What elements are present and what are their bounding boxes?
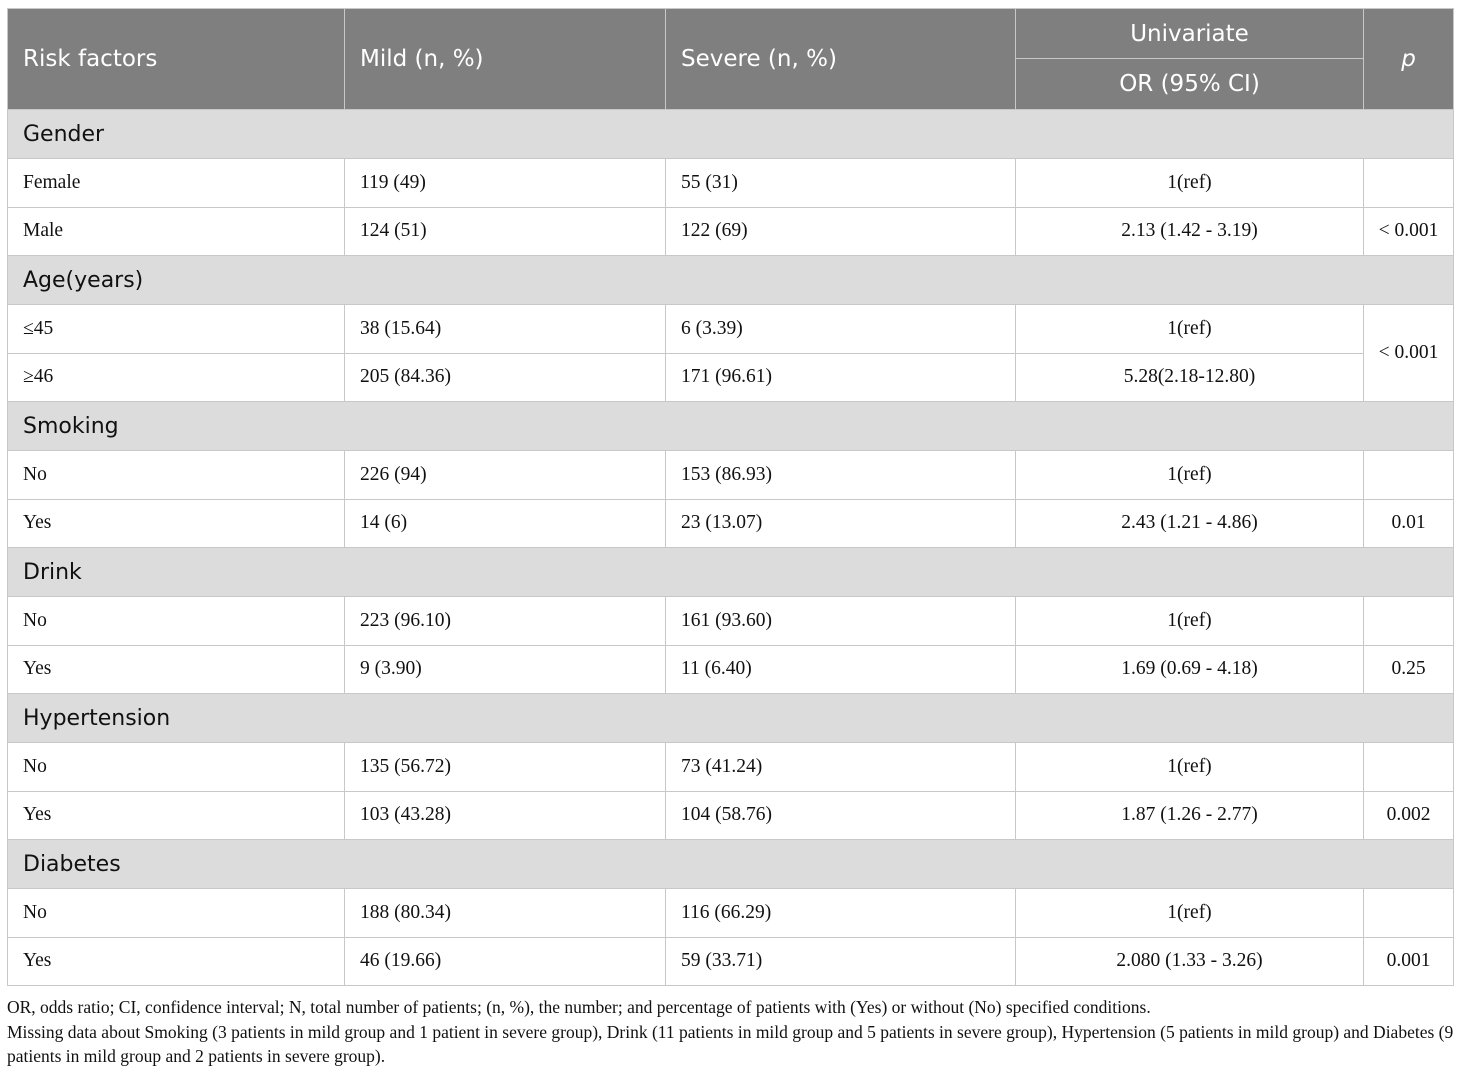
row-mild: 119 (49): [345, 159, 666, 208]
row-mild: 46 (19.66): [345, 937, 666, 986]
row-severe: 23 (13.07): [666, 499, 1016, 548]
row-severe: 171 (96.61): [666, 353, 1016, 402]
row-mild: 9 (3.90): [345, 645, 666, 694]
row-name: No: [8, 451, 345, 500]
group-label-age: Age(years): [8, 256, 1454, 305]
row-mild: 103 (43.28): [345, 791, 666, 840]
row-mild: 14 (6): [345, 499, 666, 548]
group-label-gender: Gender: [8, 110, 1454, 159]
table-row: [8, 305, 1454, 354]
group-label-drink: Drink: [8, 548, 1454, 597]
row-mild: 205 (84.36): [345, 353, 666, 402]
row-or: 5.28(2.18-12.80): [1016, 353, 1364, 402]
row-name: Female: [8, 159, 345, 208]
row-or: 2.43 (1.21 - 4.86): [1016, 499, 1364, 548]
group-label-diabetes: Diabetes: [8, 840, 1454, 889]
row-severe: 6 (3.39): [666, 305, 1016, 354]
header-mild: Mild (n, %): [345, 9, 666, 110]
row-severe: 116 (66.29): [666, 889, 1016, 938]
row-p: 0.002: [1364, 791, 1454, 840]
row-or: 1(ref): [1016, 743, 1364, 792]
row-name: Male: [8, 207, 345, 256]
row-or: 1(ref): [1016, 889, 1364, 938]
row-or: 2.080 (1.33 - 3.26): [1016, 937, 1364, 986]
table-row: [8, 207, 1454, 256]
row-p: 0.001: [1364, 937, 1454, 986]
row-name: No: [8, 889, 345, 938]
row-severe: 122 (69): [666, 207, 1016, 256]
row-mild: 223 (96.10): [345, 597, 666, 646]
row-severe: 73 (41.24): [666, 743, 1016, 792]
row-name: ≤45: [8, 305, 345, 354]
row-p-empty: [1364, 743, 1454, 792]
footnote-abbreviations: OR, odds ratio; CI, confidence interval; N, total number of patients; (n, %), the number; and percentage of patients with (Yes) or without (No) specified conditions.: [7, 997, 1151, 1017]
table-row: [8, 645, 1454, 694]
row-or: 1(ref): [1016, 597, 1364, 646]
row-mild: 38 (15.64): [345, 305, 666, 354]
row-or: 1(ref): [1016, 305, 1364, 354]
header-risk-factors: Risk factors: [8, 9, 345, 110]
row-or: 1.69 (0.69 - 4.18): [1016, 645, 1364, 694]
row-p: < 0.001: [1364, 305, 1454, 402]
row-p-empty: [1364, 889, 1454, 938]
table-row: [8, 597, 1454, 646]
row-or: 2.13 (1.42 - 3.19): [1016, 207, 1364, 256]
table-row: [8, 937, 1454, 986]
row-severe: 11 (6.40): [666, 645, 1016, 694]
group-label-hypertension: Hypertension: [8, 694, 1454, 743]
row-p: < 0.001: [1364, 207, 1454, 256]
table-row: [8, 159, 1454, 208]
row-severe: 55 (31): [666, 159, 1016, 208]
row-name: Yes: [8, 937, 345, 986]
row-name: Yes: [8, 791, 345, 840]
row-severe: 161 (93.60): [666, 597, 1016, 646]
header-univariate: Univariate: [1016, 9, 1364, 59]
row-name: ≥46: [8, 353, 345, 402]
row-severe: 153 (86.93): [666, 451, 1016, 500]
header-p: p: [1364, 9, 1454, 110]
header-or-ci: OR (95% CI): [1016, 59, 1364, 110]
row-p-empty: [1364, 451, 1454, 500]
row-p: 0.01: [1364, 499, 1454, 548]
group-label-smoking: Smoking: [8, 402, 1454, 451]
row-name: Yes: [8, 499, 345, 548]
table-footnotes: [7, 995, 1457, 1069]
row-or: 1(ref): [1016, 159, 1364, 208]
footnote-missing-data: Missing data about Smoking (3 patients in mild group and 1 patient in severe group), Drink (11 patients in mild group and 5 patients in severe group), Hypertension (5 patients in mild group) and Diabetes (9 patients in mild group and 2 patients in severe group).: [7, 1021, 1454, 1066]
row-p-empty: [1364, 597, 1454, 646]
row-or: 1.87 (1.26 - 2.77): [1016, 791, 1364, 840]
header-severe: Severe (n, %): [666, 9, 1016, 110]
row-mild: 124 (51): [345, 207, 666, 256]
row-mild: 135 (56.72): [345, 743, 666, 792]
row-name: No: [8, 743, 345, 792]
row-p: 0.25: [1364, 645, 1454, 694]
row-mild: 188 (80.34): [345, 889, 666, 938]
row-mild: 226 (94): [345, 451, 666, 500]
row-severe: 59 (33.71): [666, 937, 1016, 986]
table-row: [8, 791, 1454, 840]
row-severe: 104 (58.76): [666, 791, 1016, 840]
row-p-empty: [1364, 159, 1454, 208]
table-row: [8, 889, 1454, 938]
table-row: [8, 451, 1454, 500]
row-name: Yes: [8, 645, 345, 694]
table-row: [8, 743, 1454, 792]
row-or: 1(ref): [1016, 451, 1364, 500]
row-name: No: [8, 597, 345, 646]
risk-factors-table: [7, 8, 1454, 986]
table-row: [8, 353, 1454, 402]
table-row: [8, 499, 1454, 548]
